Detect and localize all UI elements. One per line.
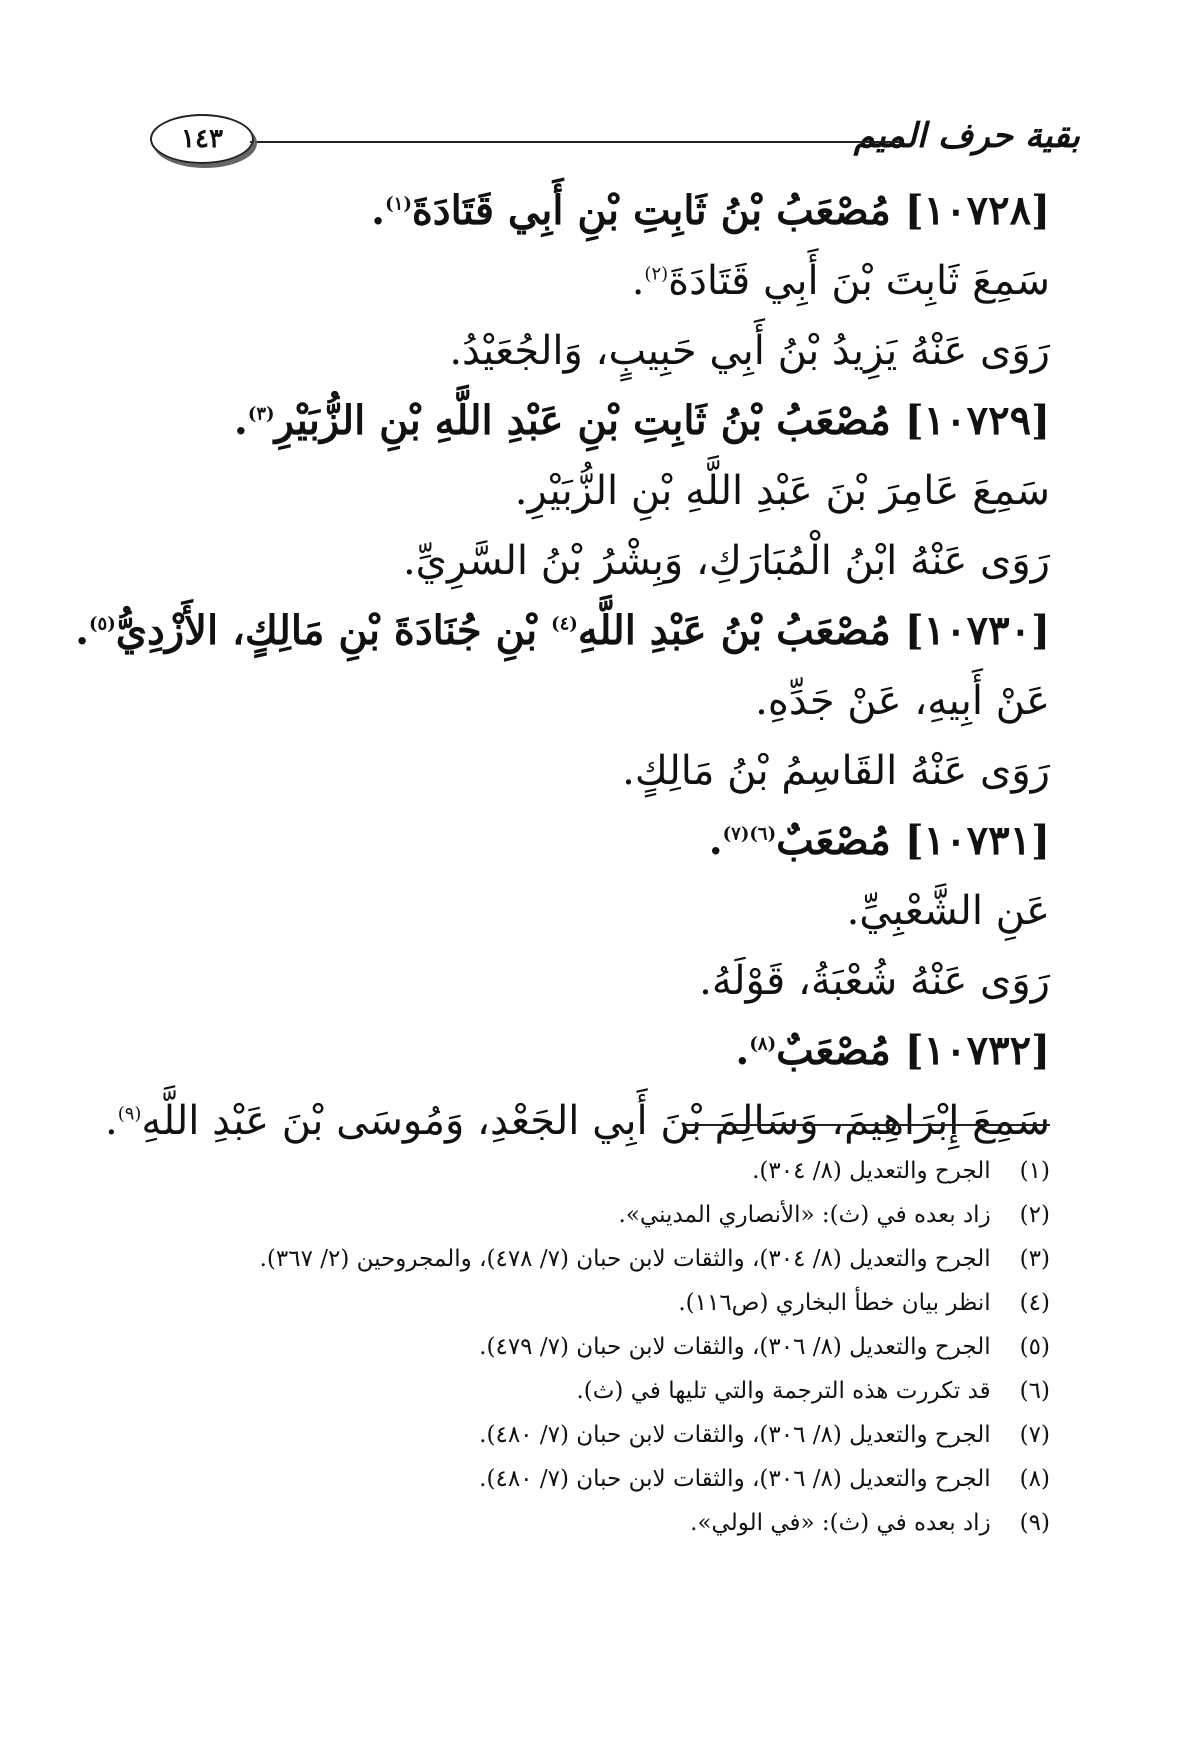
entries-list	[75, 176, 1050, 1156]
footnote-ref: (٦)(٧)	[722, 823, 777, 845]
entry-heading: [١٠٧٢٨] مُصْعَبُ بْنُ ثَابِتِ بْنِ أَبِي قَتَادَةَ$^{(١)}$.	[371, 187, 1050, 234]
footnote	[140, 1149, 1050, 1193]
footnote-text: الجرح والتعديل (٨/ ٣٠٤)، والثقات لابن حبان (٧/ ٤٧٨)، والمجروحين (٢/ ٣٦٧).	[259, 1246, 991, 1272]
footnote-text: الجرح والتعديل (٨/ ٣٠٤).	[752, 1158, 991, 1184]
footnote-ref: (٨)	[749, 1033, 777, 1055]
footnote-number: (٥)	[1019, 1334, 1050, 1360]
footnote	[140, 1193, 1050, 1237]
entry-heading: [١٠٧٣١] مُصْعَبٌ$^{(٦)(٧)}$.	[708, 817, 1050, 864]
footnotes-list	[140, 1149, 1050, 1545]
entry-line: عَنِ الشَّعْبِيِّ.	[846, 888, 1050, 934]
footnote-text: زاد بعده في (ث): «الأنصاري المديني».	[618, 1202, 991, 1228]
footnote-ref: (٤)	[551, 613, 578, 635]
entry-line: رَوَى عَنْهُ يَزِيدُ بْنُ أَبِي حَبِيبٍ، وَالجُعَيْدُ.	[449, 328, 1050, 374]
footnote-text: انظر بيان خطأ البخاري (ص١١٦).	[678, 1290, 991, 1316]
footnote	[140, 1413, 1050, 1457]
page-header	[150, 112, 1080, 172]
footnote	[140, 1237, 1050, 1281]
footnote-text: زاد بعده في (ث): «في الولي».	[690, 1510, 991, 1536]
entry-line: سَمِعَ ثَابِتَ بْنَ أَبِي قَتَادَةَ$^{(٢)}$.	[631, 258, 1050, 304]
entry-line: رَوَى عَنْهُ شُعْبَةُ، قَوْلَهُ.	[699, 958, 1050, 1004]
footnote	[140, 1369, 1050, 1413]
running-title: بقية حرف الميم	[853, 116, 1080, 156]
footnote	[140, 1281, 1050, 1325]
footnote-separator	[685, 1124, 1050, 1126]
footnote-number: (٣)	[1019, 1246, 1050, 1272]
footnote-number: (٦)	[1019, 1378, 1050, 1404]
footnote	[140, 1501, 1050, 1545]
footnote-text: قد تكررت هذه الترجمة والتي تليها في (ث).	[576, 1378, 991, 1404]
entry-line: رَوَى عَنْهُ القَاسِمُ بْنُ مَالِكٍ.	[622, 748, 1050, 794]
footnote	[140, 1457, 1050, 1501]
footnote-number: (٨)	[1019, 1466, 1050, 1492]
footnote-number: (١)	[1019, 1158, 1050, 1184]
entry-line: سَمِعَ عَامِرَ بْنَ عَبْدِ اللَّهِ بْنِ الزُّبَيْرِ.	[514, 468, 1050, 514]
footnote-ref: (٢)	[644, 263, 669, 285]
entry-line: عَنْ أَبِيهِ، عَنْ جَدِّهِ.	[755, 678, 1050, 724]
footnote-ref: (٩)	[117, 1103, 142, 1125]
footnote-number: (٢)	[1019, 1202, 1050, 1228]
footnote-ref: (٥)	[89, 613, 116, 635]
footnote-ref: (٣)	[247, 403, 275, 425]
page-number: ١٤٣	[150, 114, 254, 164]
footnote-number: (٧)	[1019, 1422, 1050, 1448]
footnote-text: الجرح والتعديل (٨/ ٣٠٦)، والثقات لابن حبان (٧/ ٤٨٠).	[479, 1422, 991, 1448]
entry-heading: [١٠٧٢٩] مُصْعَبُ بْنُ ثَابِتِ بْنِ عَبْدِ اللَّهِ بْنِ الزُّبَيْرِ$^{(٣)}$.	[233, 397, 1050, 444]
footnote-text: الجرح والتعديل (٨/ ٣٠٦)، والثقات لابن حبان (٧/ ٤٨٠).	[479, 1466, 991, 1492]
footnote	[140, 1325, 1050, 1369]
footnote-number: (٤)	[1019, 1290, 1050, 1316]
entry-heading: [١٠٧٣٠] مُصْعَبُ بْنُ عَبْدِ اللَّهِ$^{(٤)}$ بْنِ جُنَادَةَ بْنِ مَالِكٍ، الأَزْدِيُّ$^{(٥)}$.	[75, 607, 1050, 654]
entry-line: سَمِعَ إِبْرَاهِيمَ، وَسَالِمَ بْنَ أَبِي الجَعْدِ، وَمُوسَى بْنَ عَبْدِ اللَّهِ$^{(٩)}$.	[104, 1098, 1050, 1144]
footnote-text: الجرح والتعديل (٨/ ٣٠٦)، والثقات لابن حبان (٧/ ٤٧٩).	[479, 1334, 991, 1360]
footnote-ref: (١)	[385, 193, 412, 215]
footnote-number: (٩)	[1019, 1510, 1050, 1536]
header-rule	[250, 141, 902, 143]
entry-heading: [١٠٧٣٢] مُصْعَبٌ$^{(٨)}$.	[735, 1027, 1050, 1074]
entry-line: رَوَى عَنْهُ ابْنُ الْمُبَارَكِ، وَبِشْرُ بْنُ السَّرِيِّ.	[402, 538, 1050, 584]
